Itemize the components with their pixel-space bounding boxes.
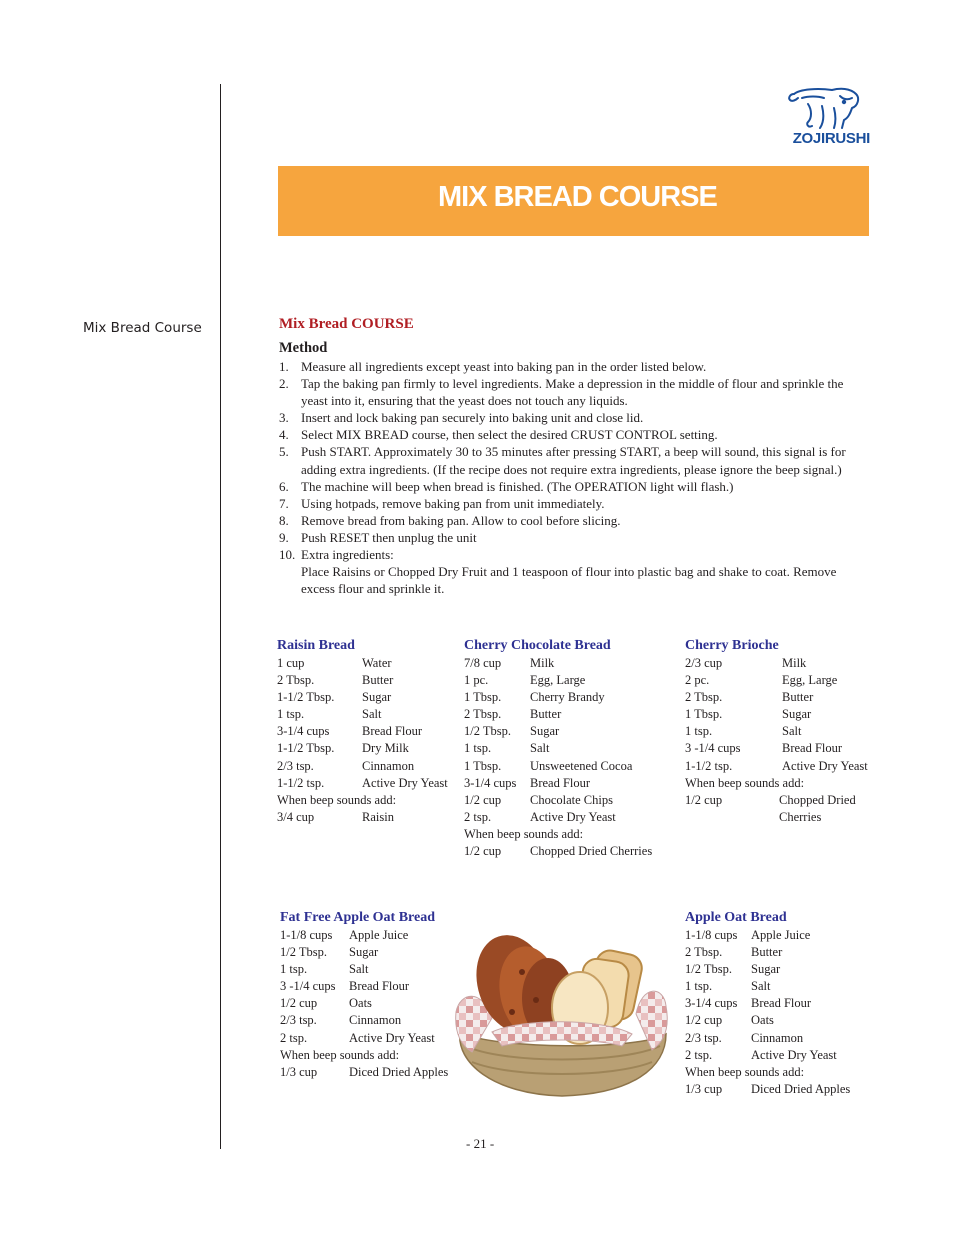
bread-basket-icon — [452, 922, 674, 1102]
ingredient-name: Sugar — [782, 707, 812, 722]
beep-note: When beep sounds add: — [464, 826, 584, 841]
ingredient-name: Butter — [362, 673, 394, 688]
ingredient-amount: 1/3 cup — [280, 1064, 318, 1079]
ingredient-amount: 3 -1/4 cups — [685, 741, 741, 756]
ingredient-row — [280, 1012, 455, 1029]
ingredient-amount: 1-1/8 cups — [685, 928, 738, 942]
ingredient-name: Apple Juice — [349, 928, 409, 942]
ingredient-row — [277, 655, 462, 672]
ingredient-name: Salt — [349, 962, 369, 977]
step-text: Remove bread from baking pan. Allow to cool before slicing. — [301, 512, 621, 528]
ingredient-name: Water — [362, 656, 392, 670]
ingredient-row — [280, 927, 455, 944]
section-title: Mix Bread COURSE — [279, 316, 414, 332]
recipe-raisin-bread — [277, 637, 462, 826]
ingredient-row — [280, 1064, 455, 1081]
ingredient-row — [685, 655, 875, 672]
method-step — [279, 478, 869, 495]
step-number: 8. — [279, 512, 289, 528]
step-text: The machine will beep when bread is finished. (The OPERATION light will flash.) — [301, 478, 734, 494]
ingredient-row — [685, 740, 875, 757]
ingredient-row — [685, 995, 870, 1012]
step-text: Using hotpads, remove baking pan from unit immediately. — [301, 495, 605, 511]
ingredient-row — [464, 809, 679, 826]
step-number: 6. — [279, 478, 289, 494]
step-number: 1. — [279, 359, 289, 374]
ingredient-name: Active Dry Yeast — [530, 809, 616, 824]
method-heading: Method — [279, 340, 328, 356]
ingredient-row — [464, 689, 679, 706]
ingredient-name: Sugar — [751, 962, 781, 977]
ingredient-amount: 2 tsp. — [280, 1030, 308, 1045]
ingredient-row — [685, 944, 870, 961]
ingredient-name: Active Dry Yeast — [782, 758, 868, 773]
ingredient-name: Active Dry Yeast — [362, 775, 448, 790]
step-text: Push RESET then unplug the unit — [301, 529, 477, 545]
title-banner — [278, 166, 869, 236]
ingredient-row — [277, 758, 462, 775]
elephant-icon — [778, 84, 870, 134]
ingredient-name: Sugar — [530, 724, 560, 739]
ingredient-name: Bread Flour — [751, 996, 812, 1011]
step-number: 7. — [279, 495, 289, 511]
ingredient-amount: 2 pc. — [685, 673, 710, 688]
ingredient-name: Butter — [530, 707, 562, 722]
step-number: 4. — [279, 427, 289, 443]
ingredient-name: Milk — [782, 656, 807, 670]
recipe-title: Cherry Chocolate Bread — [464, 638, 611, 653]
step-text: Select MIX BREAD course, then select the desired CRUST CONTROL setting. — [301, 427, 718, 443]
ingredient-name: Oats — [751, 1013, 774, 1028]
ingredient-name: Egg, Large — [782, 673, 838, 688]
page-title: MIX BREAD COURSE — [438, 181, 717, 213]
ingredient-name: Salt — [751, 979, 771, 994]
ingredient-row — [685, 1047, 870, 1064]
ingredient-amount: 3/4 cup — [277, 809, 315, 824]
ingredient-amount: 1/2 cup — [685, 792, 723, 807]
ingredient-name: Raisin — [362, 809, 394, 824]
zojirushi-logo — [778, 84, 870, 150]
ingredient-name: Bread Flour — [349, 979, 410, 994]
ingredient-amount: 2/3 tsp. — [277, 758, 314, 773]
ingredient-row — [685, 758, 875, 775]
ingredient-name: Diced Dried Apples — [349, 1064, 449, 1079]
ingredient-amount: 1-1/2 Tbsp. — [277, 690, 335, 705]
recipe-cherry-chocolate-bread — [464, 637, 679, 860]
ingredient-row — [280, 995, 455, 1012]
ingredient-row — [277, 740, 462, 757]
ingredient-row — [685, 1081, 870, 1098]
step-text: Extra ingredients: Place Raisins or Chopped Dry Fruit and 1 teaspoon of flour into plastic bag and shake to coat. Remove excess flour and sprinkle it. — [301, 547, 837, 597]
recipe-title: Fat Free Apple Oat Bread — [280, 910, 436, 925]
ingredient-row — [685, 809, 875, 826]
ingredient-row — [277, 706, 462, 723]
ingredient-row — [277, 775, 462, 792]
ingredient-name: Bread Flour — [362, 724, 423, 739]
ingredient-row — [280, 1030, 455, 1047]
step-number: 3. — [279, 410, 289, 426]
ingredient-name: Salt — [782, 724, 802, 739]
ingredient-name: Cinnamon — [362, 758, 415, 773]
ingredient-amount: 1/2 cup — [280, 996, 318, 1011]
method-step — [279, 529, 869, 546]
ingredient-name: Cherries — [779, 809, 822, 824]
ingredient-row — [685, 961, 870, 978]
ingredient-row — [277, 672, 462, 689]
ingredient-amount: 3-1/4 cups — [685, 996, 738, 1011]
step-number: 9. — [279, 529, 289, 545]
method-step — [279, 546, 869, 597]
ingredient-name: Milk — [530, 656, 555, 670]
ingredient-amount: 1/2 Tbsp. — [464, 724, 511, 739]
ingredient-row — [280, 944, 455, 961]
beep-note: When beep sounds add: — [280, 1047, 400, 1062]
ingredient-row — [685, 1012, 870, 1029]
ingredient-amount: 3-1/4 cups — [464, 775, 517, 790]
step-text: Measure all ingredients except yeast into baking pan in the order listed below. — [301, 359, 707, 374]
step-text: Tap the baking pan firmly to level ingredients. Make a depression in the middle of flour and sprinkle the yeast into it, ensuring that the yeast does not touch any liquids. — [301, 376, 844, 409]
ingredient-amount: 1 tsp. — [280, 962, 308, 977]
ingredient-row — [280, 961, 455, 978]
ingredient-name: Sugar — [362, 690, 392, 705]
ingredient-amount: 1 tsp. — [277, 707, 305, 722]
ingredient-name: Apple Juice — [751, 928, 811, 942]
ingredient-name: Butter — [751, 945, 783, 960]
ingredient-row — [685, 1030, 870, 1047]
ingredient-amount: 1/2 cup — [464, 844, 502, 859]
method-step — [279, 512, 869, 529]
ingredient-name: Butter — [782, 690, 814, 705]
ingredient-amount: 1 Tbsp. — [464, 690, 502, 705]
ingredient-amount: 1 cup — [277, 656, 305, 670]
ingredient-amount: 2 Tbsp. — [277, 673, 315, 688]
ingredient-row — [280, 978, 455, 995]
ingredient-row — [685, 927, 870, 944]
ingredient-amount: 1 tsp. — [685, 979, 713, 994]
ingredient-amount: 7/8 cup — [464, 656, 502, 670]
ingredient-name: Bread Flour — [530, 775, 591, 790]
method-step — [279, 375, 869, 409]
recipe-title: Cherry Brioche — [685, 638, 779, 653]
ingredient-amount: 1-1/2 tsp. — [685, 758, 733, 773]
ingredient-row — [464, 843, 679, 860]
bread-basket-image — [452, 922, 674, 1102]
ingredient-name: Unsweetened Cocoa — [530, 758, 633, 773]
method-steps — [279, 358, 869, 597]
ingredient-amount: 2/3 cup — [685, 656, 723, 670]
beep-note: When beep sounds add: — [685, 1064, 805, 1079]
ingredient-row — [685, 792, 875, 809]
ingredient-row — [277, 723, 462, 740]
ingredient-amount: 1/2 cup — [464, 792, 502, 807]
ingredient-amount: 3 -1/4 cups — [280, 979, 336, 994]
recipe-title: Raisin Bread — [277, 638, 355, 653]
step-number: 2. — [279, 376, 289, 392]
margin-rule — [220, 84, 221, 1149]
beep-note: When beep sounds add: — [277, 792, 397, 807]
ingredient-row — [464, 775, 679, 792]
ingredient-name: Diced Dried Apples — [751, 1081, 851, 1096]
ingredient-name: Egg, Large — [530, 673, 586, 688]
step-number: 5. — [279, 444, 289, 460]
ingredient-name: Salt — [530, 741, 550, 756]
ingredient-amount: 3-1/4 cups — [277, 724, 330, 739]
ingredient-name: Active Dry Yeast — [349, 1030, 435, 1045]
ingredient-row — [685, 706, 875, 723]
ingredient-amount: 2/3 tsp. — [280, 1013, 317, 1028]
ingredient-row — [685, 723, 875, 740]
ingredient-name: Chopped Dried — [779, 792, 856, 807]
sidebar-section-label: Mix Bread Course — [83, 320, 202, 336]
recipe-title: Apple Oat Bread — [685, 910, 787, 925]
ingredient-amount: 1 tsp. — [685, 724, 713, 739]
ingredient-row — [277, 689, 462, 706]
ingredient-row — [685, 978, 870, 995]
recipe-apple-oat-bread — [685, 909, 870, 1098]
ingredient-amount: 2 tsp. — [685, 1047, 713, 1062]
step-number: 10. — [279, 547, 296, 563]
ingredient-row — [685, 672, 875, 689]
beep-note: When beep sounds add: — [685, 775, 805, 790]
ingredient-name: Chocolate Chips — [530, 792, 613, 807]
ingredient-name: Cinnamon — [349, 1013, 402, 1028]
ingredient-amount: 1-1/2 Tbsp. — [277, 741, 335, 756]
ingredient-amount: 1/2 cup — [685, 1013, 723, 1028]
ingredient-amount: 2 Tbsp. — [464, 707, 502, 722]
method-step — [279, 409, 869, 426]
ingredient-amount: 1-1/8 cups — [280, 928, 333, 942]
ingredient-amount: 2/3 tsp. — [685, 1030, 722, 1045]
ingredient-name: Active Dry Yeast — [751, 1047, 837, 1062]
ingredient-name: Bread Flour — [782, 741, 843, 756]
ingredient-row — [464, 792, 679, 809]
ingredient-name: Dry Milk — [362, 741, 409, 756]
ingredient-row — [464, 672, 679, 689]
ingredient-amount: 1/2 Tbsp. — [685, 962, 732, 977]
ingredient-amount: 1/3 cup — [685, 1081, 723, 1096]
ingredient-amount: 2 Tbsp. — [685, 690, 723, 705]
ingredient-row — [464, 723, 679, 740]
ingredient-name: Salt — [362, 707, 382, 722]
method-step — [279, 495, 869, 512]
ingredient-row — [464, 740, 679, 757]
ingredient-amount: 1 Tbsp. — [464, 758, 502, 773]
ingredient-row — [464, 655, 679, 672]
method-step — [279, 358, 869, 375]
page-number: - 21 - — [466, 1136, 495, 1151]
ingredient-name: Oats — [349, 996, 372, 1011]
ingredient-amount: 1 tsp. — [464, 741, 492, 756]
ingredient-name: Chopped Dried Cherries — [530, 844, 653, 859]
ingredient-name: Cherry Brandy — [530, 690, 605, 705]
method-step — [279, 443, 869, 477]
step-text: Push START. Approximately 30 to 35 minutes after pressing START, a beep will sound, this signal is for adding extra ingredients. (If the recipe does not require extra ingredients, please ignore the beep signal.) — [301, 444, 846, 477]
method-step — [279, 426, 869, 443]
ingredient-amount: 1 Tbsp. — [685, 707, 723, 722]
ingredient-name: Cinnamon — [751, 1030, 804, 1045]
ingredient-row — [464, 706, 679, 723]
ingredient-amount: 2 Tbsp. — [685, 945, 723, 960]
ingredient-row — [464, 758, 679, 775]
recipe-fat-free-apple-oat-bread — [280, 909, 455, 1081]
ingredient-row — [277, 809, 462, 826]
ingredient-row — [685, 689, 875, 706]
step-text: Insert and lock baking pan securely into baking unit and close lid. — [301, 410, 644, 426]
recipe-cherry-brioche — [685, 637, 875, 826]
ingredient-amount: 1 pc. — [464, 673, 489, 688]
ingredient-amount: 1/2 Tbsp. — [280, 945, 327, 960]
ingredient-name: Sugar — [349, 945, 379, 960]
brand-name: ZOJIRUSHI — [792, 130, 870, 147]
ingredient-amount: 2 tsp. — [464, 809, 492, 824]
ingredient-amount: 1-1/2 tsp. — [277, 775, 325, 790]
